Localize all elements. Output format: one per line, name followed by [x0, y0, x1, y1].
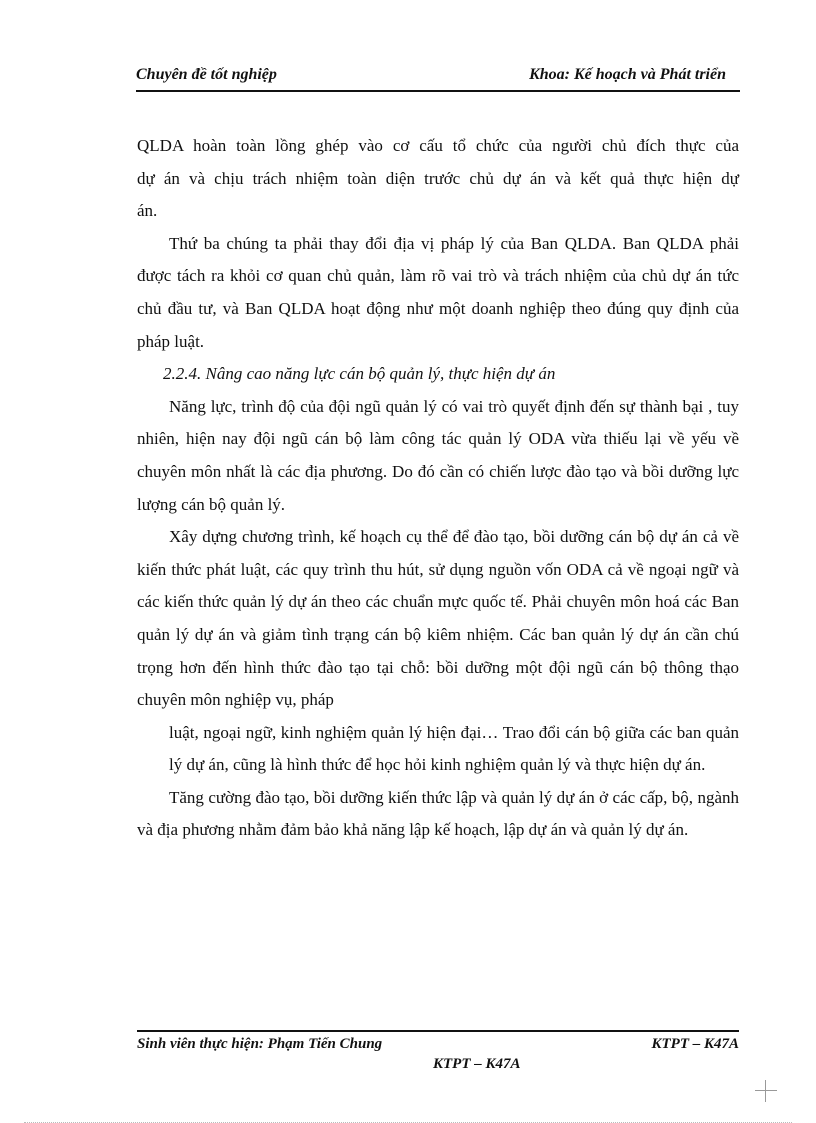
- paragraph-line: QLDA hoàn toàn lồng ghép vào cơ cấu tổ chức của người chủ đích thực của: [137, 136, 739, 155]
- header-course-title: Chuyên đề tốt nghiệp: [136, 66, 277, 83]
- paragraph-capacity: Năng lực, trình độ của đội ngũ quản lý có vai trò quyết định đến sự thành bại , tuy nhiên, hiện nay đội ngũ cán bộ làm công tác quản lý ODA vừa thiếu lại về yếu về chuyên môn nhất là các địa phương. Do đó cần có chiến lược đào tạo và bồi dưỡng lực lượng cán bộ quản lý.: [137, 396, 739, 514]
- page-header: [136, 64, 740, 92]
- footer-student: Sinh viên thực hiện: Phạm Tiến Chung: [137, 1036, 383, 1052]
- header-faculty: Khoa: Kế hoạch và Phát triển: [529, 66, 726, 83]
- paragraph-strengthen-training: Tăng cường đào tạo, bồi dưỡng kiến thức lập và quản lý dự án ở các cấp, bộ, ngành và địa phương nhằm đảm bảo khả năng lập kế hoạch, lập dự án và quản lý dự án.: [137, 787, 739, 840]
- paragraph-legal-status: Thứ ba chúng ta phải thay đổi địa vị pháp lý của Ban QLDA. Ban QLDA phải được tách ra khỏi cơ quan chủ quản, làm rõ vai trò và trách nhiệm của chủ dự án tức chủ đầu tư, và Ban QLDA hoạt động như một doanh nghiệp theo đúng quy định của pháp luật.: [137, 233, 739, 351]
- section-subheading: 2.2.4. Nâng cao năng lực cán bộ quản lý, thực hiện dự án: [163, 364, 556, 384]
- paragraph-line: dự án và chịu trách nhiệm toàn diện trước chủ dự án và kết quả thực hiện dự: [137, 168, 739, 188]
- paragraph-training-program: Xây dựng chương trình, kế hoạch cụ thể để đào tạo, bồi dưỡng cán bộ dự án cả về kiến thức phát luật, các quy trình thu hút, sử dụng nguồn vốn ODA cả về ngoại ngữ và các kiến thức quản lý dự án theo các chuẩn mực quốc tế. Phải chuyên môn hoá các Ban quản lý dự án và giảm tình trạng cán bộ kiêm nhiệm. Các ban quản lý dự án cần chú trọng hơn đến hình thức đào tạo tại chỗ: bồi dưỡng một đội ngũ cán bộ thông thạo chuyên môn nghiệp vụ, pháp: [137, 527, 739, 710]
- paragraph-line: án.: [137, 201, 158, 221]
- footer-class: KTPT – K47A: [651, 1036, 739, 1052]
- crop-mark-icon: [755, 1080, 777, 1102]
- footer-divider: [137, 1030, 739, 1032]
- footer-class-repeat: KTPT – K47A: [433, 1056, 521, 1072]
- paragraph-exchange: luật, ngoại ngữ, kinh nghiệm quản lý hiện đại… Trao đổi cán bộ giữa các ban quản lý dự án, cũng là hình thức để học hỏi kinh nghiệm quản lý và thực hiện dự án.: [169, 722, 739, 775]
- document-body: [137, 130, 739, 847]
